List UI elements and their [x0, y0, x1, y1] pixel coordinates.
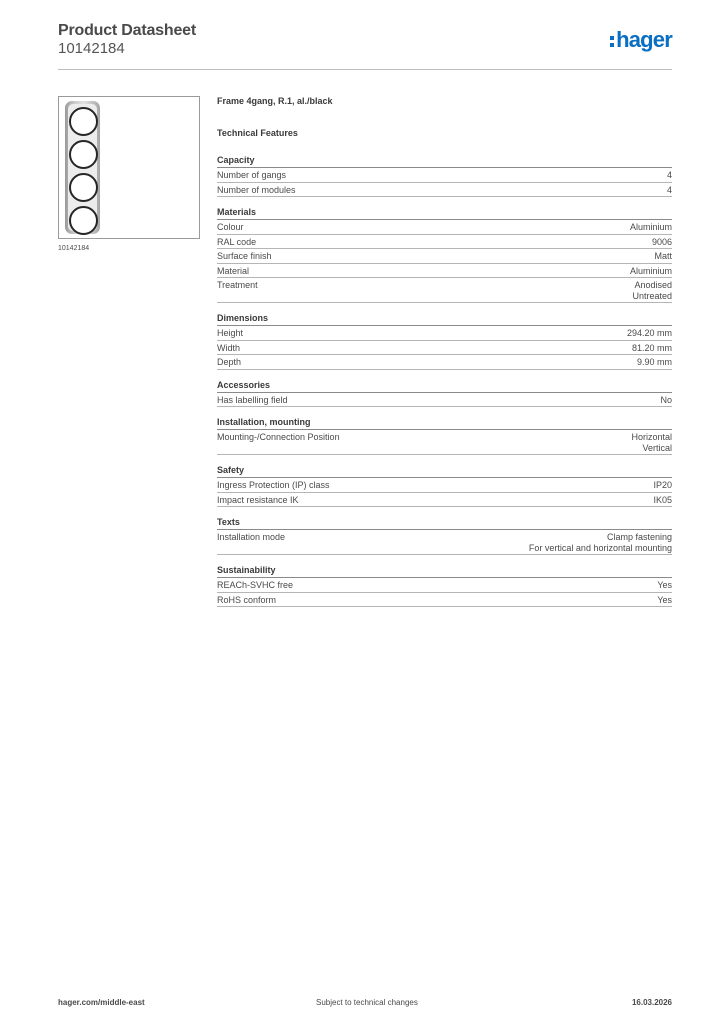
feature-label: Height [217, 328, 244, 338]
feature-value-line: IP20 [653, 480, 672, 490]
feature-label: Surface finish [217, 251, 272, 261]
section-title: Texts [217, 517, 672, 530]
feature-value-line: 4 [666, 170, 672, 180]
feature-label: Mounting-/Connection Position [217, 432, 340, 442]
feature-row [217, 578, 672, 593]
feature-value-line: Aluminium [629, 222, 672, 232]
footer-website-link[interactable]: hager.com/middle-east [58, 998, 145, 1007]
feature-row [217, 326, 672, 341]
feature-value [293, 580, 672, 591]
feature-row [217, 393, 672, 408]
feature-label: Number of gangs [217, 170, 287, 180]
section-title: Sustainability [217, 565, 672, 578]
feature-row [217, 593, 672, 608]
feature-value [288, 395, 672, 406]
feature-value-line: Anodised [634, 280, 672, 290]
feature-row [217, 278, 672, 303]
gang-opening [69, 107, 98, 136]
hager-logo [610, 27, 672, 53]
feature-label: Installation mode [217, 532, 286, 542]
feature-label: Impact resistance IK [217, 494, 299, 505]
frame-inner [68, 104, 97, 231]
gang-opening [69, 140, 98, 169]
feature-value-line: Clamp fastening [606, 532, 672, 542]
section-title: Materials [217, 207, 672, 220]
section [217, 517, 672, 555]
section-title: Dimensions [217, 313, 672, 326]
feature-value-line: Yes [657, 594, 672, 605]
feature-label: Width [217, 342, 241, 353]
section-title: Accessories [217, 380, 672, 393]
feature-value [249, 266, 672, 277]
feature-value-line: Yes [657, 580, 672, 590]
section-title: Installation, mounting [217, 417, 672, 430]
feature-value-line: No [660, 394, 672, 405]
feature-value-line: 9006 [651, 236, 672, 247]
feature-row [217, 249, 672, 264]
frame-illustration [65, 101, 100, 234]
feature-value-line: 81.20 mm [631, 342, 672, 353]
section [217, 565, 672, 607]
feature-label: RAL code [217, 236, 257, 247]
page-header [58, 20, 672, 70]
feature-value-line: Matt [654, 251, 672, 261]
feature-value [296, 185, 672, 196]
product-name: Frame 4gang, R.1, al./black [217, 96, 333, 106]
feature-value [286, 170, 672, 181]
feature-row [217, 430, 672, 455]
technical-content [217, 96, 672, 617]
feature-row [217, 220, 672, 235]
document-number: 10142184 [58, 40, 125, 57]
feature-value [256, 237, 672, 248]
footer-date: 16.03.2026 [631, 998, 672, 1007]
feature-value [243, 328, 672, 339]
technical-features-title: Technical Features [217, 128, 298, 138]
feature-value-line: Horizontal [631, 432, 672, 442]
feature-label: Ingress Protection (IP) class [217, 480, 330, 490]
feature-row [217, 530, 672, 555]
feature-row [217, 168, 672, 183]
gang-opening [69, 206, 98, 235]
section [217, 380, 672, 408]
feature-row [217, 264, 672, 279]
feature-label: Treatment [217, 280, 258, 290]
feature-value [240, 343, 672, 354]
feature-value [258, 280, 672, 301]
feature-row [217, 183, 672, 198]
feature-value-line: For vertical and horizontal mounting [528, 542, 672, 553]
footer-disclaimer: Subject to technical changes [316, 998, 418, 1007]
document-title: Product Datasheet [58, 22, 196, 39]
feature-value [340, 432, 672, 453]
feature-row [217, 341, 672, 356]
feature-row [217, 493, 672, 508]
feature-value [330, 480, 672, 491]
section [217, 155, 672, 197]
feature-sections [217, 155, 672, 607]
logo-dots-icon [610, 34, 615, 48]
product-image [58, 96, 200, 239]
section-title: Safety [217, 465, 672, 478]
section-title: Capacity [217, 155, 672, 168]
feature-row [217, 355, 672, 370]
feature-label: RoHS conform [217, 594, 277, 605]
section [217, 313, 672, 370]
section [217, 465, 672, 507]
image-caption: 10142184 [58, 245, 90, 252]
feature-label: REACh-SVHC free [217, 580, 294, 590]
feature-label: Depth [217, 357, 242, 367]
gang-opening [69, 173, 98, 202]
feature-label: Has labelling field [217, 394, 288, 405]
feature-row [217, 478, 672, 493]
logo-text: hager [616, 27, 672, 52]
feature-value-line: IK05 [653, 494, 672, 505]
feature-value [272, 251, 672, 262]
feature-value [285, 532, 672, 553]
feature-value-line: Aluminium [629, 265, 672, 276]
feature-value [299, 495, 672, 506]
feature-value-line: 294.20 mm [626, 328, 672, 338]
feature-label: Material [217, 265, 250, 276]
feature-row [217, 235, 672, 250]
section [217, 207, 672, 303]
feature-label: Colour [217, 222, 244, 232]
feature-value-line: Untreated [632, 290, 672, 301]
feature-value [241, 357, 672, 368]
feature-label: Number of modules [217, 184, 296, 195]
feature-value [244, 222, 672, 233]
feature-value [276, 595, 672, 606]
feature-value-line: 4 [666, 184, 672, 195]
feature-value-line: Vertical [642, 442, 672, 453]
feature-value-line: 9.90 mm [636, 357, 672, 367]
section [217, 417, 672, 455]
